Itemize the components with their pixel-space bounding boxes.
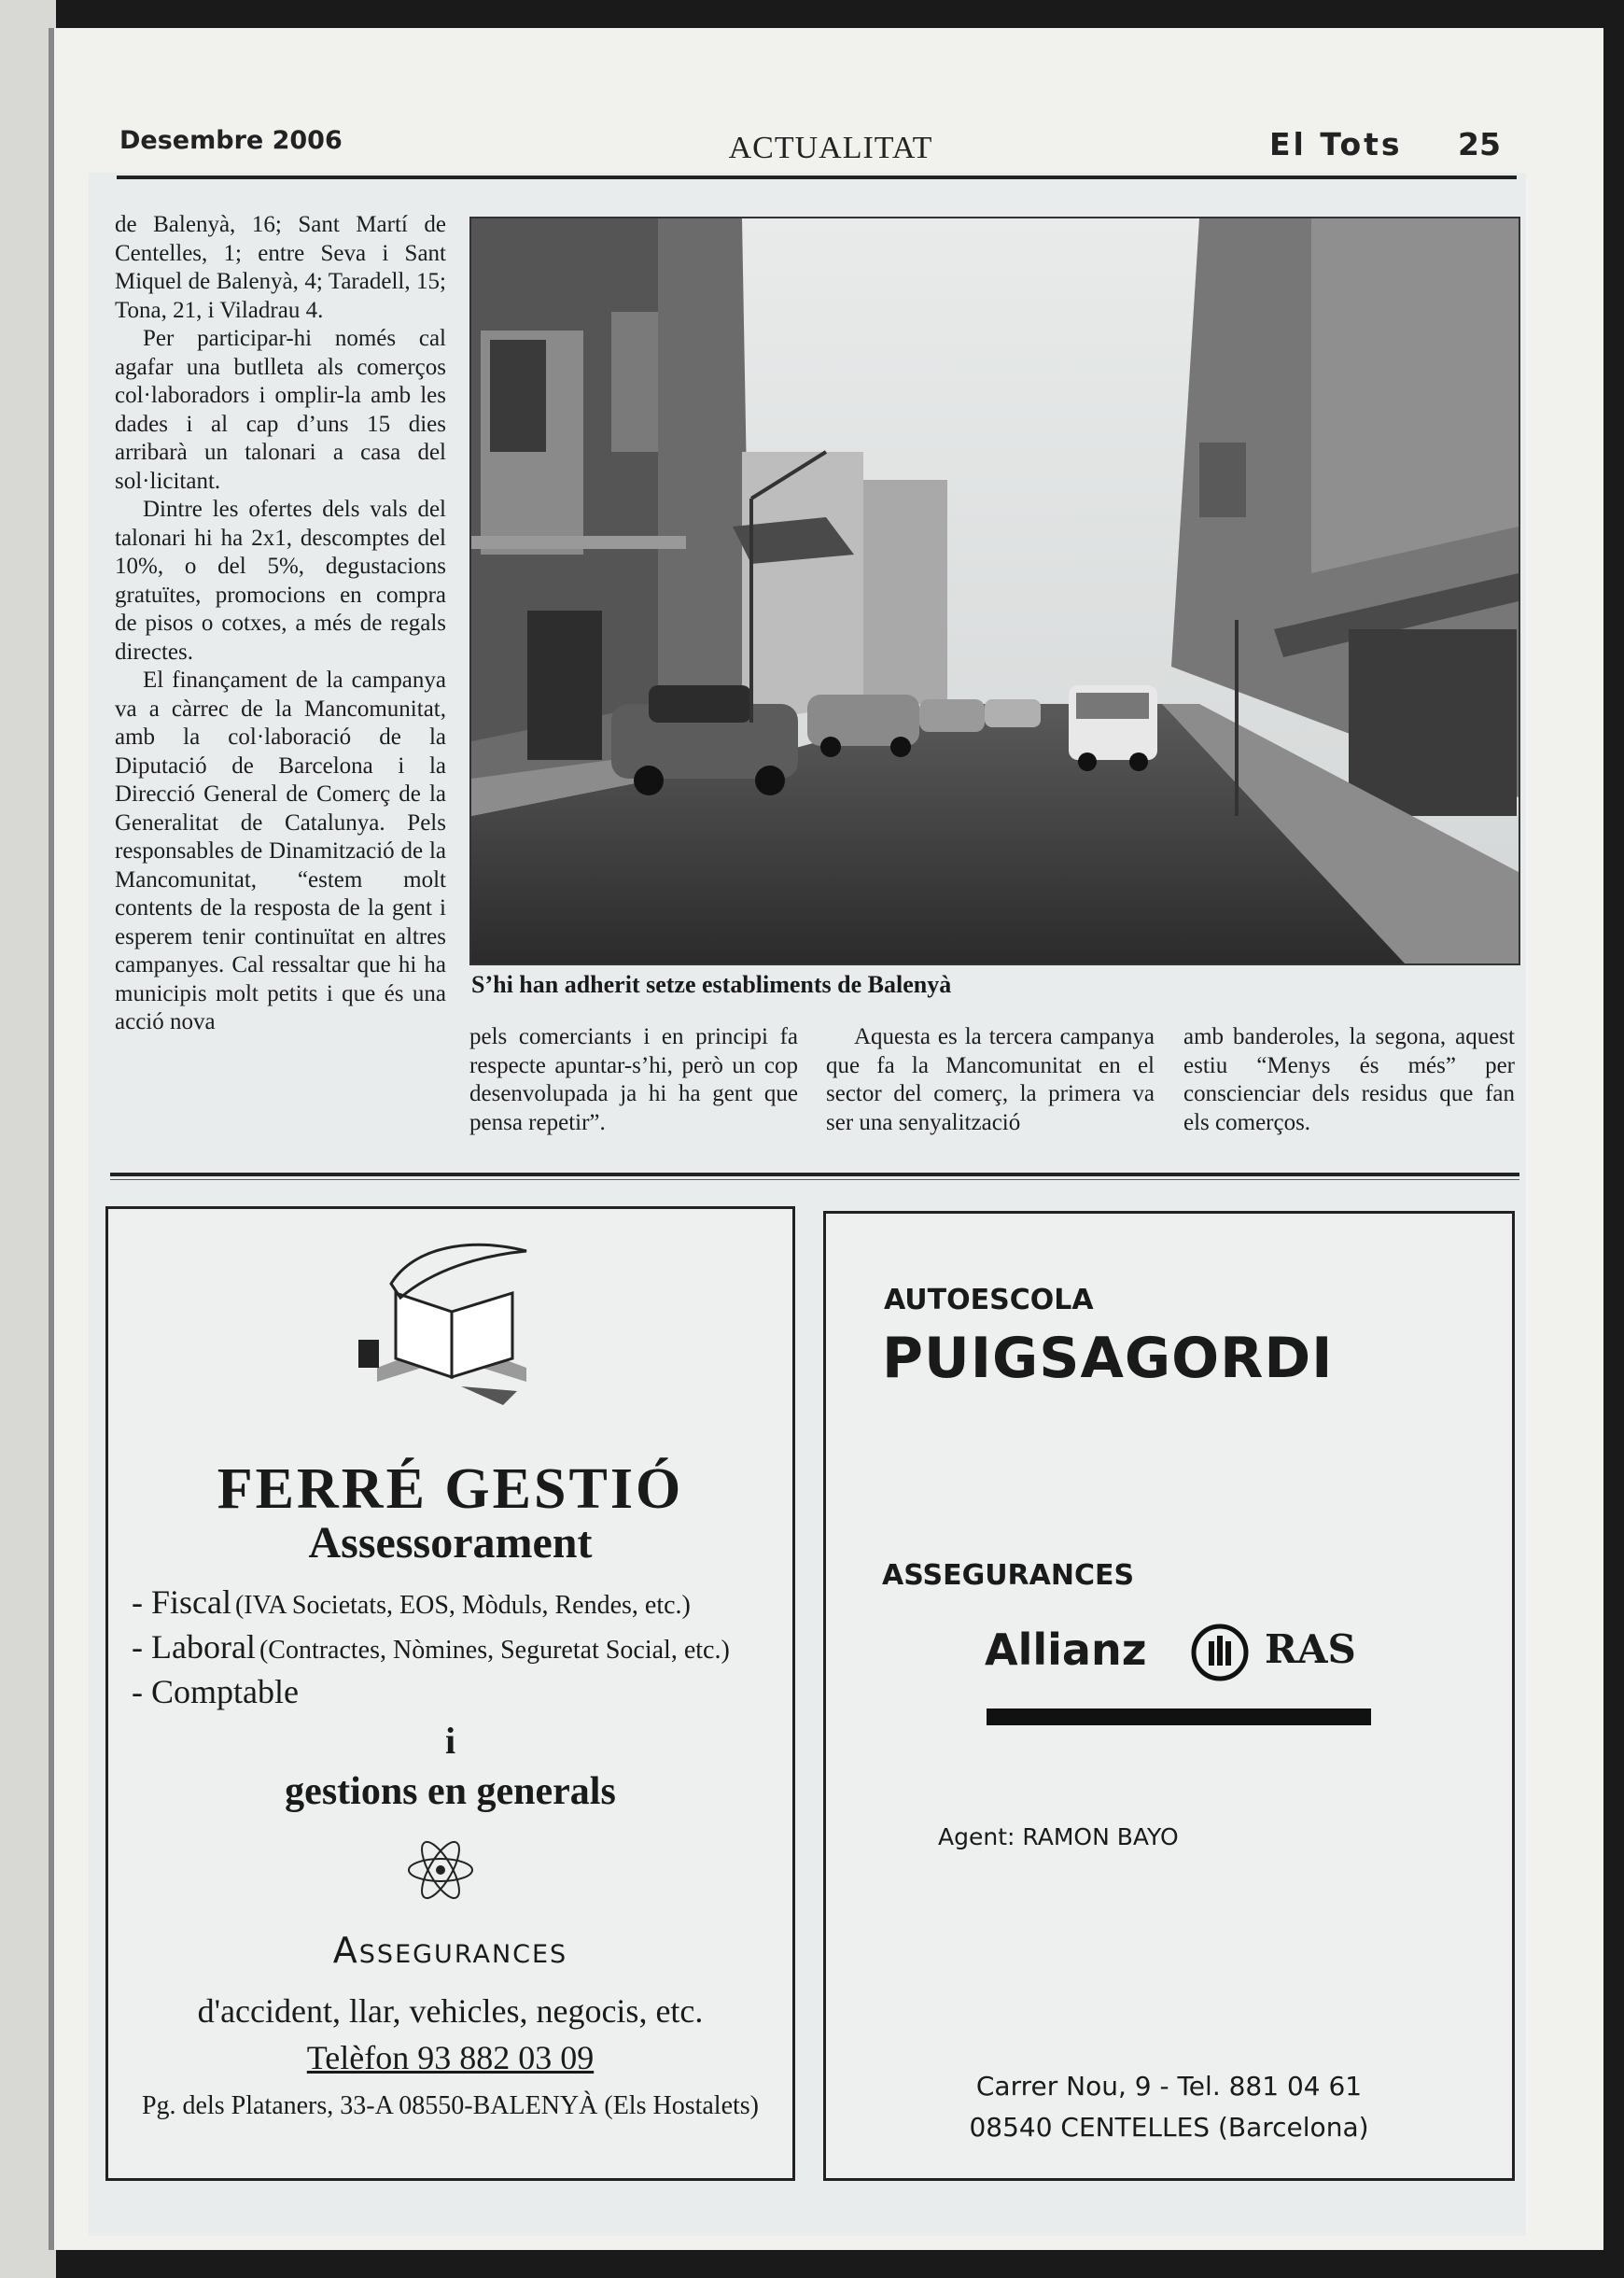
service-detail: (Contractes, Nòmines, Seguretat Social, etc.)	[259, 1636, 730, 1665]
puig-address-line2: 08540 CENTELLES (Barcelona)	[969, 2112, 1369, 2143]
facing-page-edge	[0, 0, 56, 2278]
section-rule-thin	[110, 1179, 1519, 1180]
service-detail: (IVA Societats, EOS, Mòduls, Rendes, etc.)	[234, 1591, 691, 1620]
article-paragraph: Per participar-hi només cal agafar una butlleta als comerços col·laboradors i omplir-la amb les dades i al cap d’uns 15 dies arribarà un talonari a casa del sol·licitant.	[115, 326, 446, 494]
atom-icon	[403, 1833, 478, 1907]
service-line	[132, 1672, 299, 1711]
ferre-gestio-title: FERRÉ GESTIÓ	[217, 1457, 684, 1521]
article-paragraph: pels comerciants i en principi fa respecte apuntar-s’hi, però un cop desenvolupada ja hi ha gent que pensa repetir”.	[469, 1024, 798, 1135]
issue-date: Desembre 2006	[119, 126, 343, 155]
article-column-3	[826, 1023, 1155, 1137]
publication-name: El Tots	[1269, 126, 1403, 162]
page-number: 25	[1458, 126, 1501, 162]
service-name: - Fiscal	[132, 1583, 231, 1621]
general-management: gestions en generals	[285, 1770, 616, 1813]
service-line	[132, 1627, 730, 1666]
article-column-2	[469, 1023, 798, 1137]
white-van	[1069, 685, 1157, 771]
driving-school-label: AUTOESCOLA	[884, 1284, 1094, 1316]
insurance-label: ASSEGURANCES	[882, 1559, 1135, 1592]
conjunction: i	[444, 1720, 456, 1762]
service-line	[132, 1582, 691, 1622]
ferre-gestio-subtitle: Assessorament	[308, 1518, 593, 1568]
service-name: - Comptable	[132, 1673, 299, 1710]
insurance-title: Assegurances	[332, 1930, 568, 1971]
allianz-brand: Allianz	[985, 1624, 1147, 1675]
header-rule	[117, 176, 1517, 179]
ferre-gestio-ad	[105, 1206, 795, 2181]
puigsagordi-title: PUIGSAGORDI	[882, 1326, 1334, 1391]
parked-car	[919, 699, 985, 732]
brand-underline-bar	[987, 1708, 1371, 1725]
book-quill-icon	[340, 1228, 564, 1414]
insurance-types: d'accident, llar, vehicles, negocis, etc.	[197, 1992, 704, 2030]
parked-car	[985, 699, 1041, 727]
section-title: ACTUALITAT	[728, 131, 933, 165]
puigsagordi-ad	[823, 1211, 1515, 2181]
article-column-4	[1183, 1023, 1515, 1137]
article-paragraph: Dintre les ofertes dels vals del talonari hi ha 2x1, descomptes del 10%, o del 5%, degustacions gratuïtes, promocions en compra de pisos o cotxes, a més de regals directes.	[115, 497, 446, 665]
ferre-address: Pg. dels Plataners, 33-A 08550-BALENYÀ (Els Hostalets)	[141, 2091, 760, 2120]
article-paragraph: amb banderoles, la segona, aquest estiu “Menys és més” per conscienciar dels residus que fan els comerços.	[1183, 1024, 1515, 1135]
article-paragraph: de Balenyà, 16; Sant Martí de Centelles, 1; entre Seva i Sant Miquel de Balenyà, 4; Taradell, 15; Tona, 21, i Viladrau 4.	[115, 212, 446, 323]
allianz-eagle-icon	[1190, 1623, 1250, 1682]
agent-name: Agent: RAMON BAYO	[938, 1823, 1179, 1850]
article-column-1	[115, 211, 446, 1037]
ras-logo: RAS	[1265, 1626, 1356, 1672]
article-paragraph: Aquesta es la tercera campanya que fa la Mancomunitat en el sector del comerç, la primera va ser una senyalització	[826, 1024, 1155, 1135]
street-photo	[469, 217, 1520, 965]
photo-caption: S’hi han adherit setze establiments de Balenyà	[471, 971, 952, 998]
section-rule	[110, 1173, 1519, 1176]
service-name: - Laboral	[132, 1628, 256, 1666]
ferre-phone: Telèfon 93 882 03 09	[306, 2039, 595, 2076]
street-photo-drawing	[471, 218, 1519, 963]
puig-address-line1: Carrer Nou, 9 - Tel. 881 04 61	[975, 2071, 1363, 2102]
article-paragraph: El finançament de la campanya va a càrrec de la Mancomunitat, amb la col·laboració de la Diputació de Barcelona i la Direcció General de Comerç de la Generalitat de Catalunya. Pels responsables de Dinamització de la Mancomunitat, “estem molt contents de la resposta de la gent i esperem tenir continuïtat en altres campanyes. Cal ressaltar que hi ha municipis molt petits i que és una acció nova	[115, 668, 446, 1034]
